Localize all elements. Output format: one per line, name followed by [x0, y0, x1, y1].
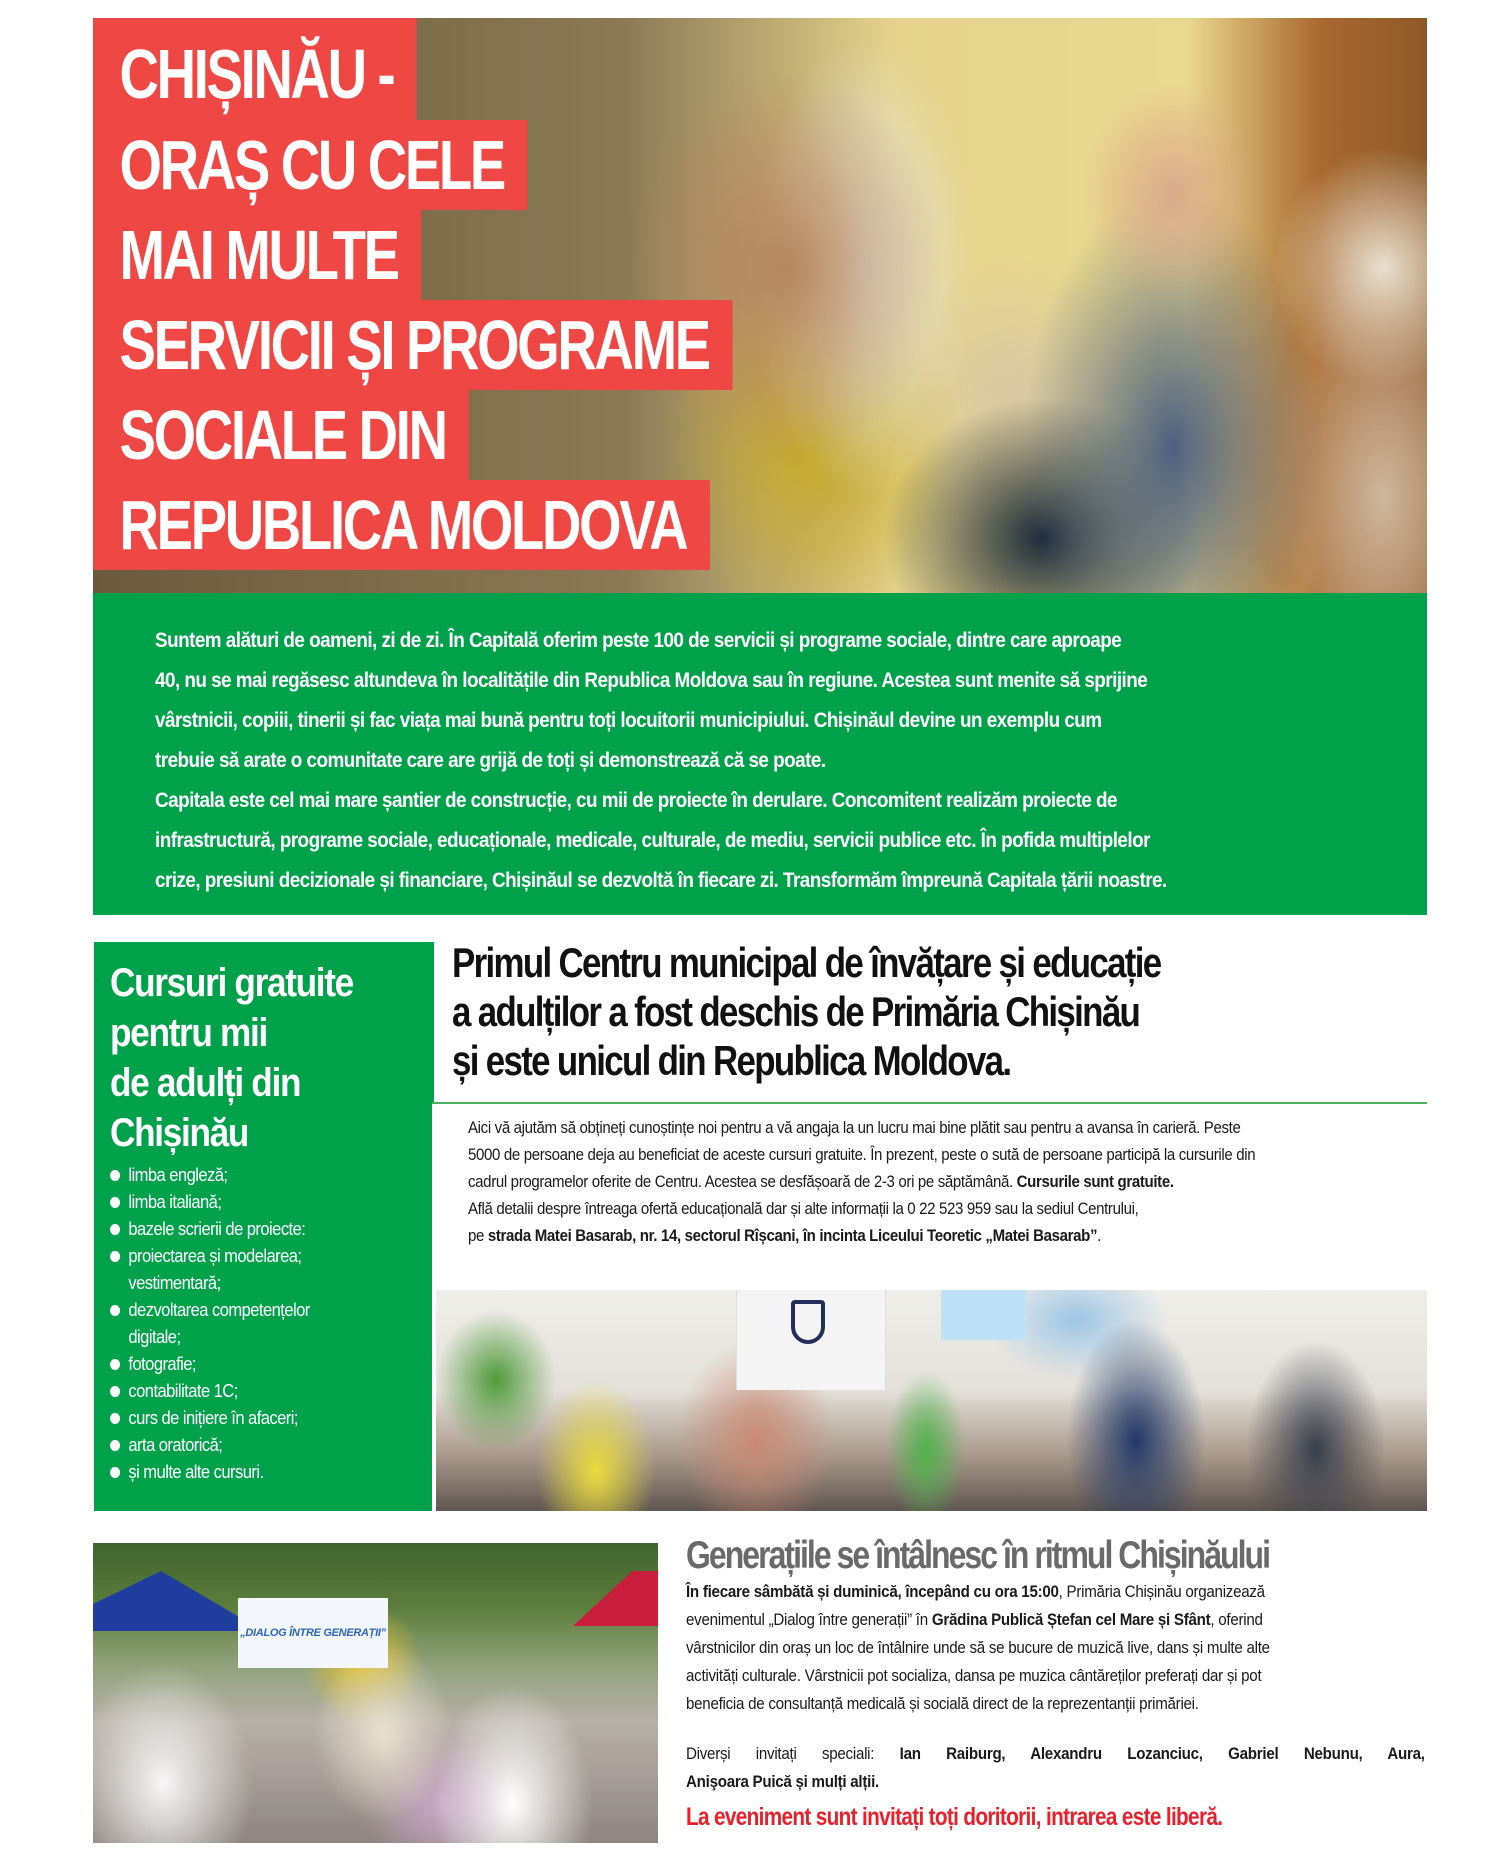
generations-body: [686, 1578, 1425, 1718]
courses-title-line: Cursuri gratuite: [110, 961, 353, 1005]
list-item: [110, 1432, 404, 1459]
courses-title-line: Chișinău: [110, 1111, 249, 1155]
body-line: 5000 de persoane deja au beneficiat de aceste cursuri gratuite. În prezent, peste o sută de persoane participă la cursurile din: [468, 1145, 1256, 1164]
bullet-icon: [110, 1413, 120, 1424]
course-label: limba italiană;: [128, 1192, 222, 1212]
course-label: dezvoltarea competențelor digitale;: [128, 1300, 310, 1347]
course-label: arta oratorică;: [128, 1435, 223, 1455]
bullet-icon: [110, 1305, 120, 1316]
list-item: [110, 1459, 404, 1486]
intro-line: infrastructură, programe sociale, educaționale, medicale, culturale, de mediu, servicii publice etc. În pofida multiplelor: [155, 829, 1150, 852]
schedule: În fiecare sâmbătă și duminică, începând cu ora 15:00: [686, 1582, 1059, 1601]
list-item: [110, 1216, 404, 1243]
body-line: Aici vă ajutăm să obțineți cunoștințe noi pentru a vă angaja la un lucru mai bine plătit sau pentru a avansa în carieră. Peste: [468, 1118, 1241, 1137]
classroom-photo: [436, 1290, 1427, 1511]
intro-line: Capitala este cel mai mare șantier de construcție, cu mii de proiecte în derulare. Concomitent realizăm proiecte de: [155, 789, 1118, 812]
hero-photo: [93, 18, 1427, 593]
intro-line: Suntem alături de oameni, zi de zi. În Capitală oferim peste 100 de servicii și programe sociale, dintre care aproape: [155, 629, 1122, 652]
divider: [432, 942, 434, 1102]
headline-line: MAI MULTE: [93, 210, 421, 300]
list-item: [110, 1351, 404, 1378]
courses-title-line: de adulți din: [110, 1061, 301, 1105]
bullet-icon: [110, 1251, 120, 1262]
list-item: [110, 1405, 404, 1432]
event-banner-text: „DIALOG ÎNTRE GENERAȚII”: [240, 1627, 386, 1639]
intro-panel: [93, 593, 1427, 915]
guests-line: [686, 1768, 1425, 1796]
headline-line: ORAȘ CU CELE: [93, 120, 527, 210]
body-text: , oferind: [1210, 1610, 1263, 1629]
intro-line: vârstnicii, copiii, tinerii și fac viața mai bună pentru toți locuitorii municipiului. Chișinăul devine un exemplu cum: [155, 709, 1102, 732]
centre-body: [468, 1114, 1424, 1249]
body-text: cadrul programelor oferite de Centru. Acestea se desfășoară de 2-3 ori pe săptămână.: [468, 1172, 1017, 1191]
list-item: [110, 1297, 349, 1351]
bullet-icon: [110, 1359, 120, 1370]
body-line: [686, 1578, 1425, 1606]
contact-line: Află detalii despre întreaga ofertă educațională dar și alte informații la 0 22 523 959 sau la sediul Centrului,: [468, 1199, 1139, 1218]
list-item: [110, 1378, 404, 1405]
bullet-icon: [110, 1386, 120, 1397]
body-line: activități culturale. Vârstnicii pot socializa, dansa pe muzica cântăreților preferați dar și pot: [686, 1666, 1262, 1685]
body-text: , Primăria Chișinău organizează: [1058, 1582, 1265, 1601]
list-item: [110, 1243, 331, 1297]
guests-label: Diverși invitați speciali:: [686, 1744, 900, 1763]
centre-headline-line: a adulților a fost deschis de Primăria Chișinău: [452, 988, 1140, 1035]
photo-screen: [941, 1290, 1026, 1340]
generations-headline: Generațiile se întâlnesc în ritmul Chișinăului: [686, 1534, 1270, 1577]
courses-list: [110, 1162, 432, 1486]
intro-line: 40, nu se mai regăsesc altundeva în localitățile din Republica Moldova sau în regiune. Acestea sunt menite să sprijine: [155, 669, 1148, 692]
body-line: [468, 1168, 1424, 1195]
courses-box: [94, 942, 432, 1511]
call-to-action: La eveniment sunt invitați toți doritorii, intrarea este liberă.: [686, 1803, 1223, 1831]
bullet-icon: [110, 1170, 120, 1181]
body-line: [686, 1606, 1425, 1634]
guest-names: Ian Raiburg, Alexandru Lozanciuc, Gabriel Nebunu, Aura,: [899, 1744, 1425, 1763]
intro-text: [155, 621, 1397, 901]
guest-names: Anişoara Puică și mulți alții.: [686, 1772, 879, 1791]
address: strada Matei Basarab, nr. 14, sectorul Rîșcani, în incinta Liceului Teoretic „Matei Basarab”: [487, 1226, 1098, 1245]
guests-paragraph: [686, 1740, 1425, 1796]
course-label: fotografie;: [128, 1354, 196, 1374]
course-label: limba engleză;: [128, 1165, 228, 1185]
intro-line: trebuie să arate o comunitate care are grijă de toți și demonstrează că se poate.: [155, 749, 826, 772]
bullet-icon: [110, 1440, 120, 1451]
headline-line: REPUBLICA MOLDOVA: [93, 480, 710, 570]
centre-headline-line: Primul Centru municipal de învățare și educație: [452, 939, 1161, 986]
centre-headline-line: și este unicul din Republica Moldova.: [452, 1037, 1011, 1084]
bullet-icon: [110, 1197, 120, 1208]
body-text: .: [1097, 1226, 1101, 1245]
list-item: [110, 1162, 404, 1189]
list-item: [110, 1189, 404, 1216]
logo-icon: [791, 1300, 825, 1344]
free-courses-note: Cursurile sunt gratuite.: [1016, 1172, 1174, 1191]
body-line: beneficia de consultanță medicală și socială direct de la reprezentanții primăriei.: [686, 1694, 1199, 1713]
body-line: vârstnicilor din oraș un loc de întâlnire unde să se bucure de muzică live, dans și multe alte: [686, 1638, 1270, 1657]
course-label: proiectarea și modelarea; vestimentară;: [128, 1246, 302, 1293]
courses-title-line: pentru mii: [110, 1011, 267, 1055]
body-text: pe: [468, 1226, 488, 1245]
intro-line: crize, presiuni decizionale și financiare, Chișinăul se dezvoltă în fiecare zi. Transformăm împreună Capitala țării noastre.: [155, 869, 1167, 892]
course-label: curs de inițiere în afaceri;: [128, 1408, 298, 1428]
headline-line: CHIȘINĂU -: [93, 18, 417, 120]
hero-headline: [93, 18, 913, 570]
dance-event-photo: [93, 1543, 658, 1843]
headline-line: SOCIALE DIN: [93, 390, 469, 480]
tent-shape: [573, 1571, 658, 1626]
address-line: [468, 1222, 1424, 1249]
bullet-icon: [110, 1224, 120, 1235]
centre-headline: [452, 938, 1257, 1085]
guests-line: [686, 1740, 1425, 1768]
course-label: bazele scrierii de proiecte:: [128, 1219, 306, 1239]
courses-title: [110, 958, 427, 1158]
venue: Grădina Publică Ștefan cel Mare și Sfânt: [931, 1610, 1211, 1629]
bullet-icon: [110, 1467, 120, 1478]
course-label: contabilitate 1C;: [128, 1381, 238, 1401]
event-banner: [238, 1598, 388, 1668]
course-label: și multe alte cursuri.: [128, 1462, 264, 1482]
divider: [432, 1102, 1427, 1104]
body-text: evenimentul „Dialog între generații” în: [686, 1610, 932, 1629]
headline-line: SERVICII ȘI PROGRAME: [93, 300, 732, 390]
